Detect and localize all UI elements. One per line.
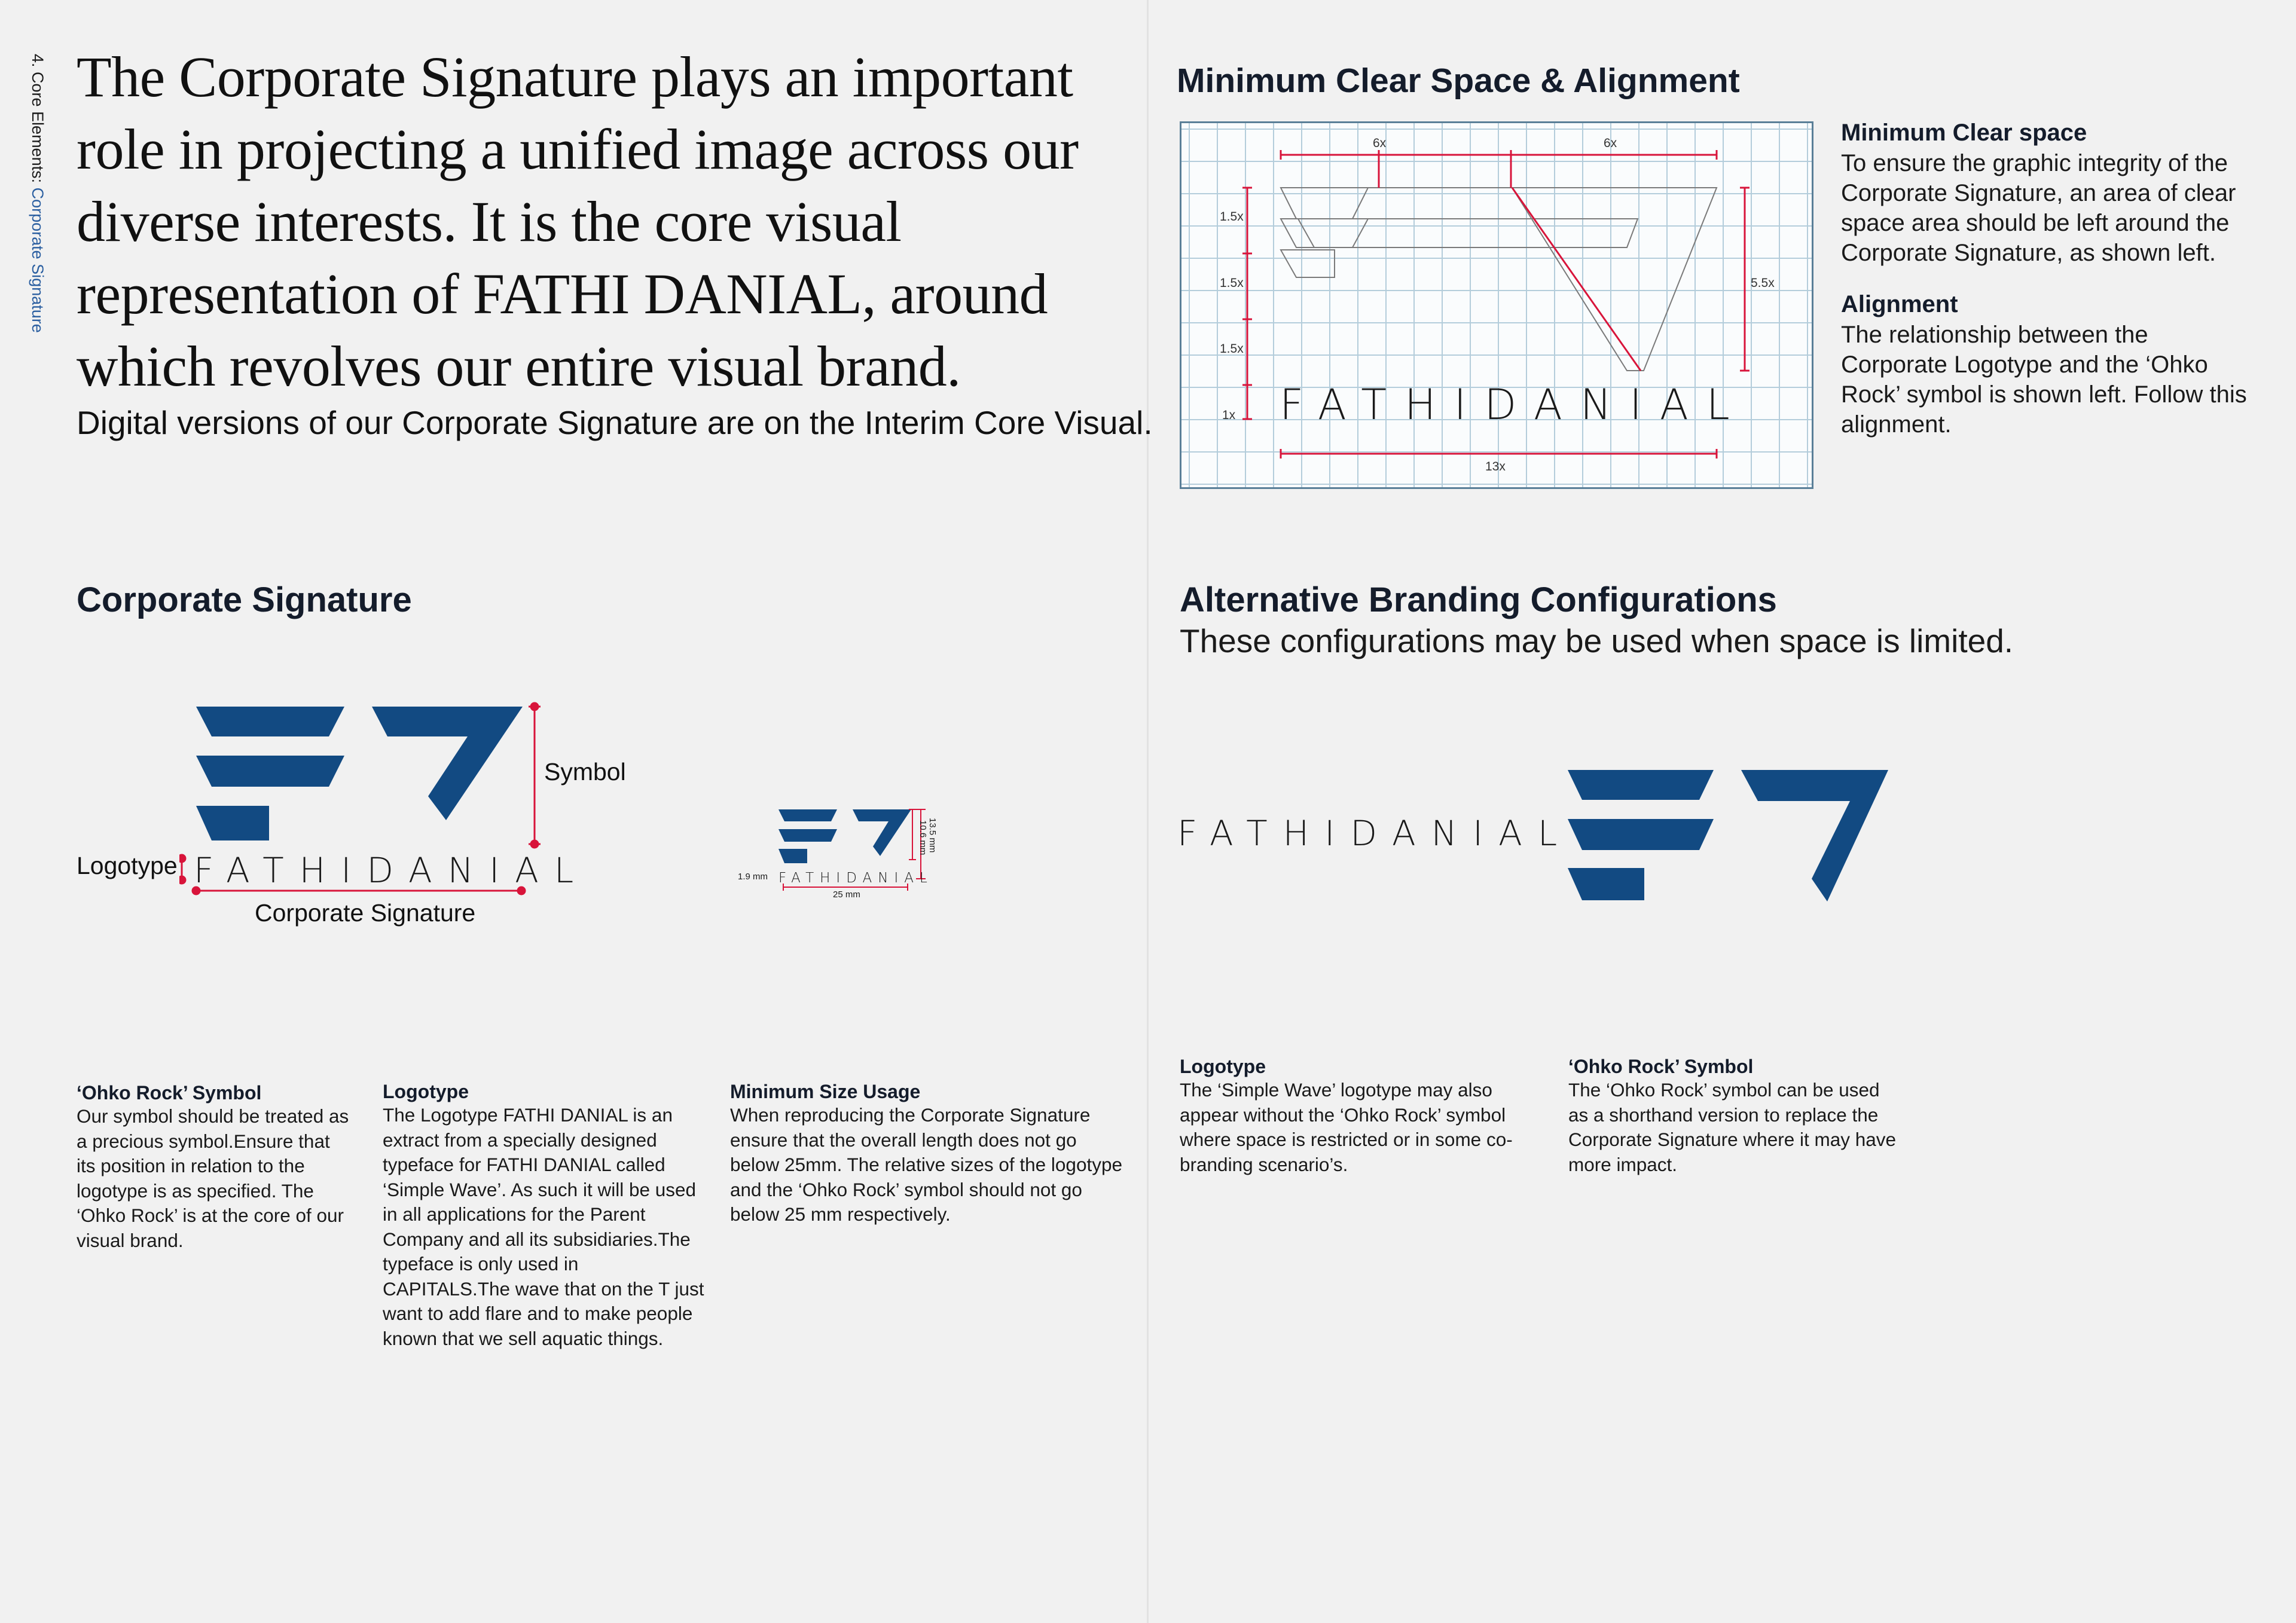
clear-space-guides	[1181, 123, 1812, 487]
column-alt-symbol	[1568, 1056, 1903, 1177]
grid-label-top-left: 6x	[1373, 136, 1387, 150]
column-min-size	[730, 1081, 1125, 1227]
grid-label-row3: 1.5x	[1220, 342, 1244, 356]
size-label-logotype: 1.9 mm	[738, 872, 768, 882]
corporate-signature-label: Corporate Signature	[255, 899, 476, 927]
column-body: The ‘Ohko Rock’ symbol can be used as a shorthand version to replace the Corporate Signature where it may have more impact.	[1568, 1079, 1897, 1175]
column-title: Minimum Size Usage	[730, 1081, 921, 1102]
column-logotype	[383, 1081, 706, 1351]
size-label-width: 25 mm	[833, 890, 860, 900]
grid-label-row4: 1x	[1222, 408, 1236, 422]
column-title: ‘Ohko Rock’ Symbol	[77, 1082, 262, 1104]
size-label-total-height: 13.5 mm	[927, 818, 938, 853]
side-label-accent: Corporate Signature	[29, 187, 47, 333]
column-title: ‘Ohko Rock’ Symbol	[1568, 1056, 1754, 1077]
grid-label-right: 5.5x	[1751, 276, 1775, 290]
grid-label-row2: 1.5x	[1220, 276, 1244, 290]
logotype-label: Logotype	[77, 852, 178, 879]
size-label-symbol-height: 10.6 mm	[918, 820, 928, 855]
column-alt-logotype	[1180, 1056, 1544, 1177]
intro-headline: The Corporate Signature plays an important role in projecting a unified image across our diverse interests. It is the core visual representation of FATHI DANIAL, around which revolves our entire visual brand.	[77, 45, 1079, 398]
column-title: Logotype	[1180, 1056, 1266, 1077]
clear-space-heading: Minimum Clear Space & Alignment	[1177, 62, 1740, 100]
column-title: Logotype	[383, 1081, 469, 1102]
alternative-logotype: FATHIDANIAL	[1177, 813, 1573, 854]
min-clear-body: To ensure the graphic integrity of the Corporate Signature, an area of clear space area should be left around the Corporate Signature, as shown left.	[1841, 150, 2236, 266]
column-body: When reproducing the Corporate Signature ensure that the overall length does not go below 25mm. The relative sizes of the logotype and the ‘Ohko Rock’ symbol should not go below 25 mm respectively.	[730, 1104, 1123, 1225]
main-logotype: FATHIDANIAL	[194, 850, 590, 891]
alternative-symbol	[1561, 765, 1895, 909]
ohko-rock-symbol	[196, 707, 523, 840]
column-body: Our symbol should be treated as a precious symbol.Ensure that its position in relation to the logotype is as specified. The ‘Ohko Rock’ is at the core of our visual brand.	[77, 1105, 349, 1251]
side-section-label	[28, 54, 47, 341]
grid-label-top-right: 6x	[1604, 136, 1617, 150]
min-clear-title: Minimum Clear space	[1841, 120, 2087, 146]
grid-label-row1: 1.5x	[1220, 210, 1244, 224]
alternative-heading: Alternative Branding Configurations	[1180, 580, 1777, 619]
column-ohko-rock	[77, 1082, 352, 1253]
min-size-logotype: FATHIDANIAL	[778, 870, 933, 886]
alignment-body: The relationship between the Corporate Logotype and the ‘Ohko Rock’ symbol is shown left. Follow this alignment.	[1841, 322, 2247, 438]
alternative-subtext: These configurations may be used when space is limited.	[1180, 622, 2014, 659]
clear-space-grid	[1180, 121, 1813, 489]
column-body: The Logotype FATHI DANIAL is an extract from a specially designed typeface for FATHI DANIAL called ‘Simple Wave’. As such it will be used in all applications for the Parent Company and all its subsidiaries.The typeface is only used in CAPITALS.The wave that on the T just want to add flare and to make people known that we sell aquatic things.	[383, 1104, 704, 1349]
column-body: The ‘Simple Wave’ logotype may also appear without the ‘Ohko Rock’ symbol where space is restricted or in some co-branding scenario’s.	[1180, 1079, 1513, 1175]
alignment-title: Alignment	[1841, 291, 1958, 317]
side-label-prefix: 4. Core Elements:	[29, 54, 47, 184]
intro-subtext: Digital versions of our Corporate Signature are on the Interim Core Visual.	[77, 404, 1153, 441]
corporate-signature-heading: Corporate Signature	[77, 580, 412, 619]
symbol-label: Symbol	[544, 758, 626, 785]
grid-logotype: FATHIDANIAL	[1280, 380, 1748, 429]
grid-label-bottom: 13x	[1485, 460, 1506, 473]
